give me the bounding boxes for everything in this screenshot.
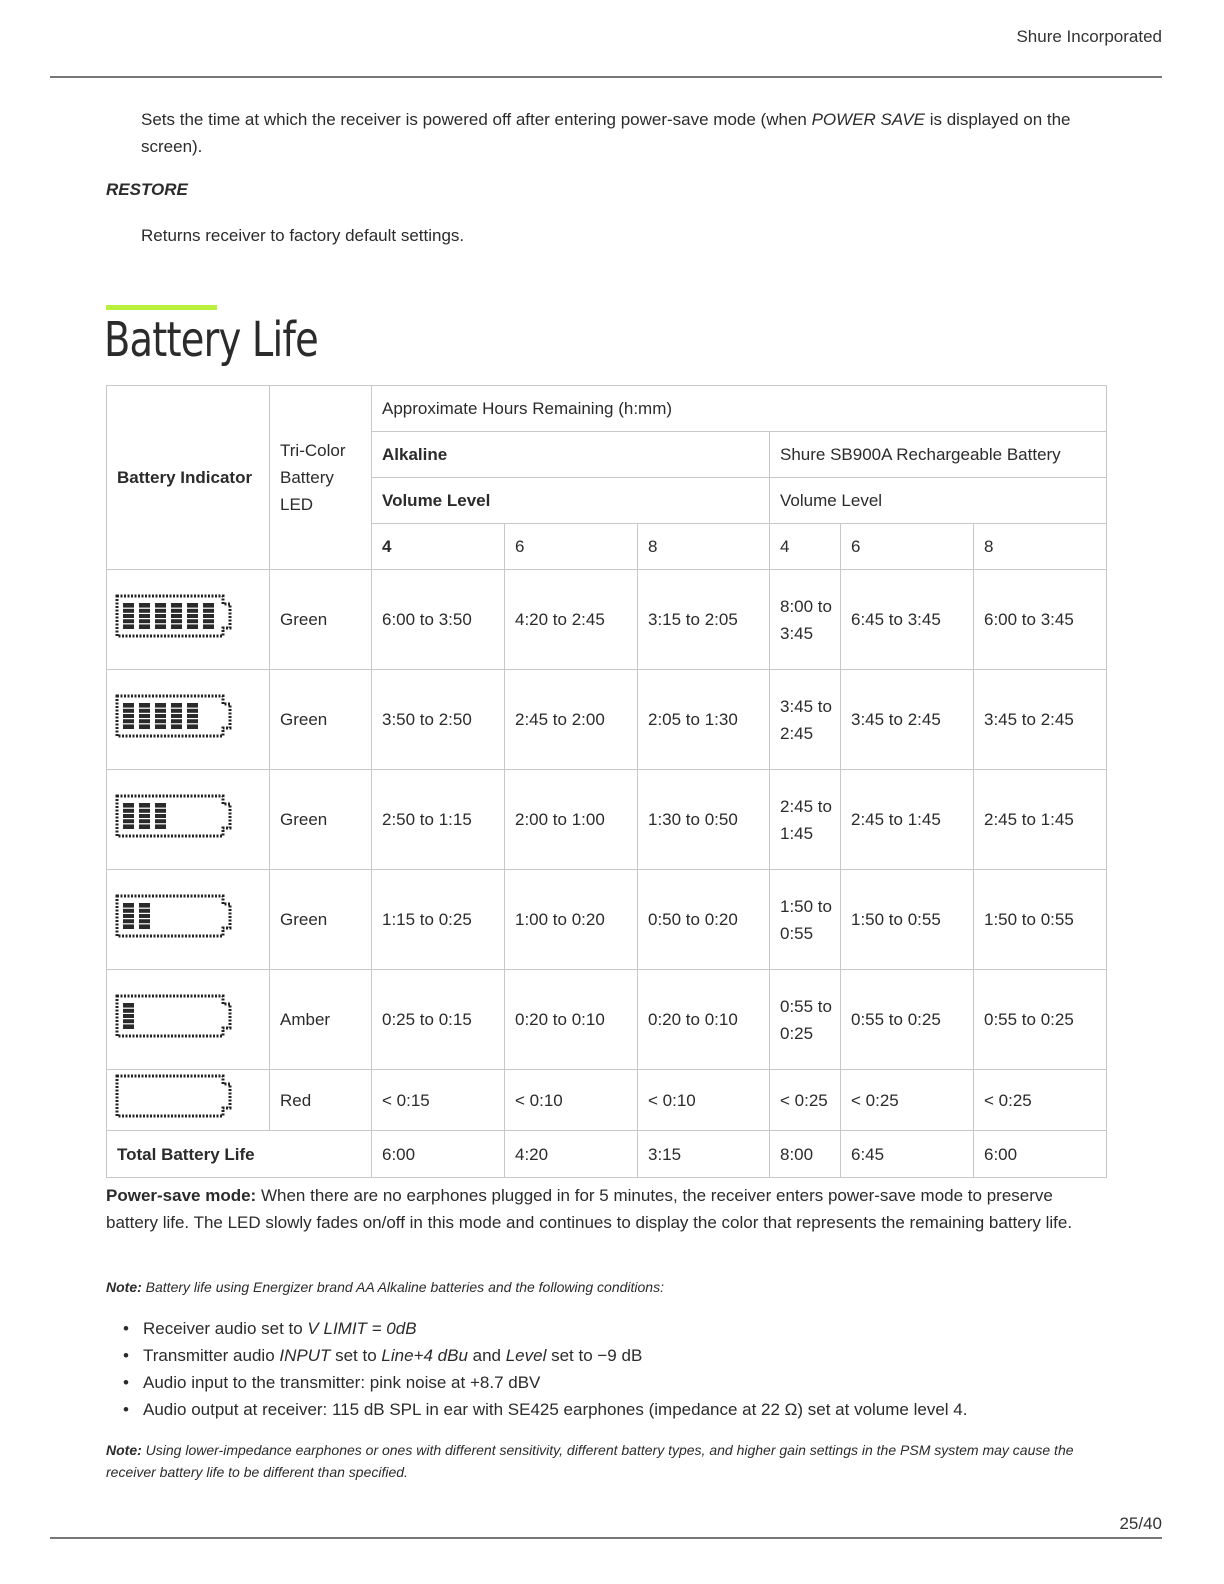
battery-bar xyxy=(155,703,166,729)
battery-bar xyxy=(139,803,150,829)
battery-bar xyxy=(123,603,134,629)
led-color-cell: Red xyxy=(270,1070,372,1131)
power-off-description xyxy=(141,106,1101,160)
header-battery-indicator: Battery Indicator xyxy=(107,386,270,570)
power-save-term: POWER SAVE xyxy=(811,110,925,129)
battery-bar xyxy=(155,603,166,629)
restore-description: Returns receiver to factory default settings. xyxy=(141,226,465,245)
led-color-cell: Green xyxy=(270,570,372,670)
hours-cell: 0:20 to 0:10 xyxy=(638,970,770,1070)
note-label: Note: xyxy=(106,1279,142,1295)
level-header: 6 xyxy=(505,524,638,570)
battery-level-icon xyxy=(115,694,233,738)
power-save-label: Power-save mode: xyxy=(106,1186,257,1205)
battery-bar xyxy=(123,903,134,929)
table-row xyxy=(107,1070,1107,1131)
hours-cell: < 0:25 xyxy=(841,1070,974,1131)
battery-level-icon xyxy=(115,794,233,838)
hours-cell: 6:45 to 3:45 xyxy=(841,570,974,670)
hours-cell: 0:25 to 0:15 xyxy=(372,970,505,1070)
battery-bar xyxy=(187,603,198,629)
battery-indicator-cell xyxy=(107,770,270,870)
note-text: Battery life using Energizer brand AA Alkaline batteries and the following conditions: xyxy=(141,1279,664,1295)
table-row xyxy=(107,870,1107,970)
section-title: Battery Life xyxy=(104,312,318,368)
battery-bar xyxy=(203,603,214,629)
total-cell: 6:00 xyxy=(372,1131,505,1178)
hours-cell: 6:00 to 3:50 xyxy=(372,570,505,670)
total-cell: 6:00 xyxy=(974,1131,1107,1178)
footer-rule xyxy=(50,1537,1162,1539)
battery-bar xyxy=(187,703,198,729)
battery-indicator-cell xyxy=(107,570,270,670)
battery-life-table xyxy=(106,385,1107,1178)
note-text: Using lower-impedance earphones or ones with different sensitivity, different battery types, and higher gain settings in the PSM system may cause the receiver battery life to be different than specified. xyxy=(106,1442,1074,1480)
power-save-text: When there are no earphones plugged in for 5 minutes, the receiver enters power-save mode to preserve battery life. The LED slowly fades on/off in this mode and continues to display the color that represents the remaining battery life. xyxy=(106,1186,1073,1232)
hours-cell: 2:45 to 1:45 xyxy=(841,770,974,870)
battery-level-icon xyxy=(115,1074,233,1118)
led-color-cell: Green xyxy=(270,770,372,870)
hours-cell: 1:50 to 0:55 xyxy=(841,870,974,970)
table-row xyxy=(107,570,1107,670)
note-label: Note: xyxy=(106,1442,142,1458)
total-cell: 3:15 xyxy=(638,1131,770,1178)
level-header: 8 xyxy=(974,524,1107,570)
p1-text-b: is displayed on the screen). xyxy=(141,110,1071,156)
battery-bar xyxy=(139,603,150,629)
hours-cell: 1:00 to 0:20 xyxy=(505,870,638,970)
hours-cell: 1:50 to 0:55 xyxy=(770,870,841,970)
level-header: 6 xyxy=(841,524,974,570)
hours-cell: 3:50 to 2:50 xyxy=(372,670,505,770)
table-row xyxy=(107,670,1107,770)
p1-text-a: Sets the time at which the receiver is powered off after entering power-save mode (when xyxy=(141,110,812,129)
note-impedance xyxy=(106,1439,1106,1483)
battery-indicator-cell xyxy=(107,670,270,770)
level-header: 4 xyxy=(372,524,505,570)
header-volume-rechargeable: Volume Level xyxy=(770,478,1107,524)
hours-cell: 0:50 to 0:20 xyxy=(638,870,770,970)
hours-cell: 1:15 to 0:25 xyxy=(372,870,505,970)
hours-cell: 2:45 to 2:00 xyxy=(505,670,638,770)
hours-cell: 2:45 to 1:45 xyxy=(770,770,841,870)
level-header: 4 xyxy=(770,524,841,570)
header-alkaline: Alkaline xyxy=(372,432,770,478)
total-label: Total Battery Life xyxy=(107,1131,372,1178)
header-company-name: Shure Incorporated xyxy=(1016,27,1162,46)
hours-cell: 4:20 to 2:45 xyxy=(505,570,638,670)
hours-cell: 2:50 to 1:15 xyxy=(372,770,505,870)
restore-heading: RESTORE xyxy=(106,180,188,199)
hours-cell: 6:00 to 3:45 xyxy=(974,570,1107,670)
hours-cell: 2:45 to 1:45 xyxy=(974,770,1107,870)
hours-cell: 0:55 to 0:25 xyxy=(974,970,1107,1070)
hours-cell: < 0:10 xyxy=(505,1070,638,1131)
total-cell: 6:45 xyxy=(841,1131,974,1178)
note-battery-conditions xyxy=(106,1276,1106,1298)
header-rule xyxy=(50,76,1162,78)
list-item: • Receiver audio set to V LIMIT = 0dB xyxy=(143,1315,967,1342)
table-row xyxy=(107,770,1107,870)
header-approx-hours: Approximate Hours Remaining (h:mm) xyxy=(372,386,1107,432)
battery-bar xyxy=(123,1003,134,1029)
battery-bar xyxy=(123,703,134,729)
page-number: 25/40 xyxy=(1119,1514,1162,1533)
hours-cell: 3:45 to 2:45 xyxy=(841,670,974,770)
battery-level-icon xyxy=(115,994,233,1038)
battery-bar xyxy=(139,903,150,929)
total-cell: 4:20 xyxy=(505,1131,638,1178)
hours-cell: 2:05 to 1:30 xyxy=(638,670,770,770)
led-color-cell: Green xyxy=(270,870,372,970)
list-item: • Transmitter audio INPUT set to Line+4 dBu and Level set to −9 dB xyxy=(143,1342,967,1369)
section-accent-bar xyxy=(106,305,217,310)
led-color-cell: Amber xyxy=(270,970,372,1070)
hours-cell: 1:30 to 0:50 xyxy=(638,770,770,870)
battery-indicator-cell xyxy=(107,870,270,970)
header-led: Tri-Color Battery LED xyxy=(270,386,372,570)
hours-cell: 3:45 to 2:45 xyxy=(974,670,1107,770)
battery-indicator-cell xyxy=(107,970,270,1070)
battery-indicator-cell xyxy=(107,1070,270,1131)
hours-cell: 8:00 to 3:45 xyxy=(770,570,841,670)
led-color-cell: Green xyxy=(270,670,372,770)
hours-cell: < 0:15 xyxy=(372,1070,505,1131)
list-item: • Audio input to the transmitter: pink noise at +8.7 dBV xyxy=(143,1369,967,1396)
hours-cell: 3:15 to 2:05 xyxy=(638,570,770,670)
total-cell: 8:00 xyxy=(770,1131,841,1178)
battery-level-icon xyxy=(115,894,233,938)
hours-cell: < 0:10 xyxy=(638,1070,770,1131)
power-save-paragraph xyxy=(106,1182,1106,1236)
hours-cell: 0:55 to 0:25 xyxy=(841,970,974,1070)
battery-level-icon xyxy=(115,594,233,638)
list-item: • Audio output at receiver: 115 dB SPL in ear with SE425 earphones (impedance at 22 Ω) set at volume level 4. xyxy=(143,1396,967,1423)
hours-cell: < 0:25 xyxy=(974,1070,1107,1131)
hours-cell: 1:50 to 0:55 xyxy=(974,870,1107,970)
hours-cell: 0:20 to 0:10 xyxy=(505,970,638,1070)
conditions-list xyxy=(106,1315,967,1423)
battery-bar xyxy=(123,803,134,829)
battery-bar xyxy=(139,703,150,729)
total-row xyxy=(107,1131,1107,1178)
header-rechargeable: Shure SB900A Rechargeable Battery xyxy=(770,432,1107,478)
header-volume-alkaline: Volume Level xyxy=(372,478,770,524)
level-header: 8 xyxy=(638,524,770,570)
table-row xyxy=(107,970,1107,1070)
battery-bar xyxy=(171,603,182,629)
battery-bar xyxy=(171,703,182,729)
hours-cell: 0:55 to 0:25 xyxy=(770,970,841,1070)
hours-cell: < 0:25 xyxy=(770,1070,841,1131)
battery-bar xyxy=(155,803,166,829)
hours-cell: 2:00 to 1:00 xyxy=(505,770,638,870)
hours-cell: 3:45 to 2:45 xyxy=(770,670,841,770)
